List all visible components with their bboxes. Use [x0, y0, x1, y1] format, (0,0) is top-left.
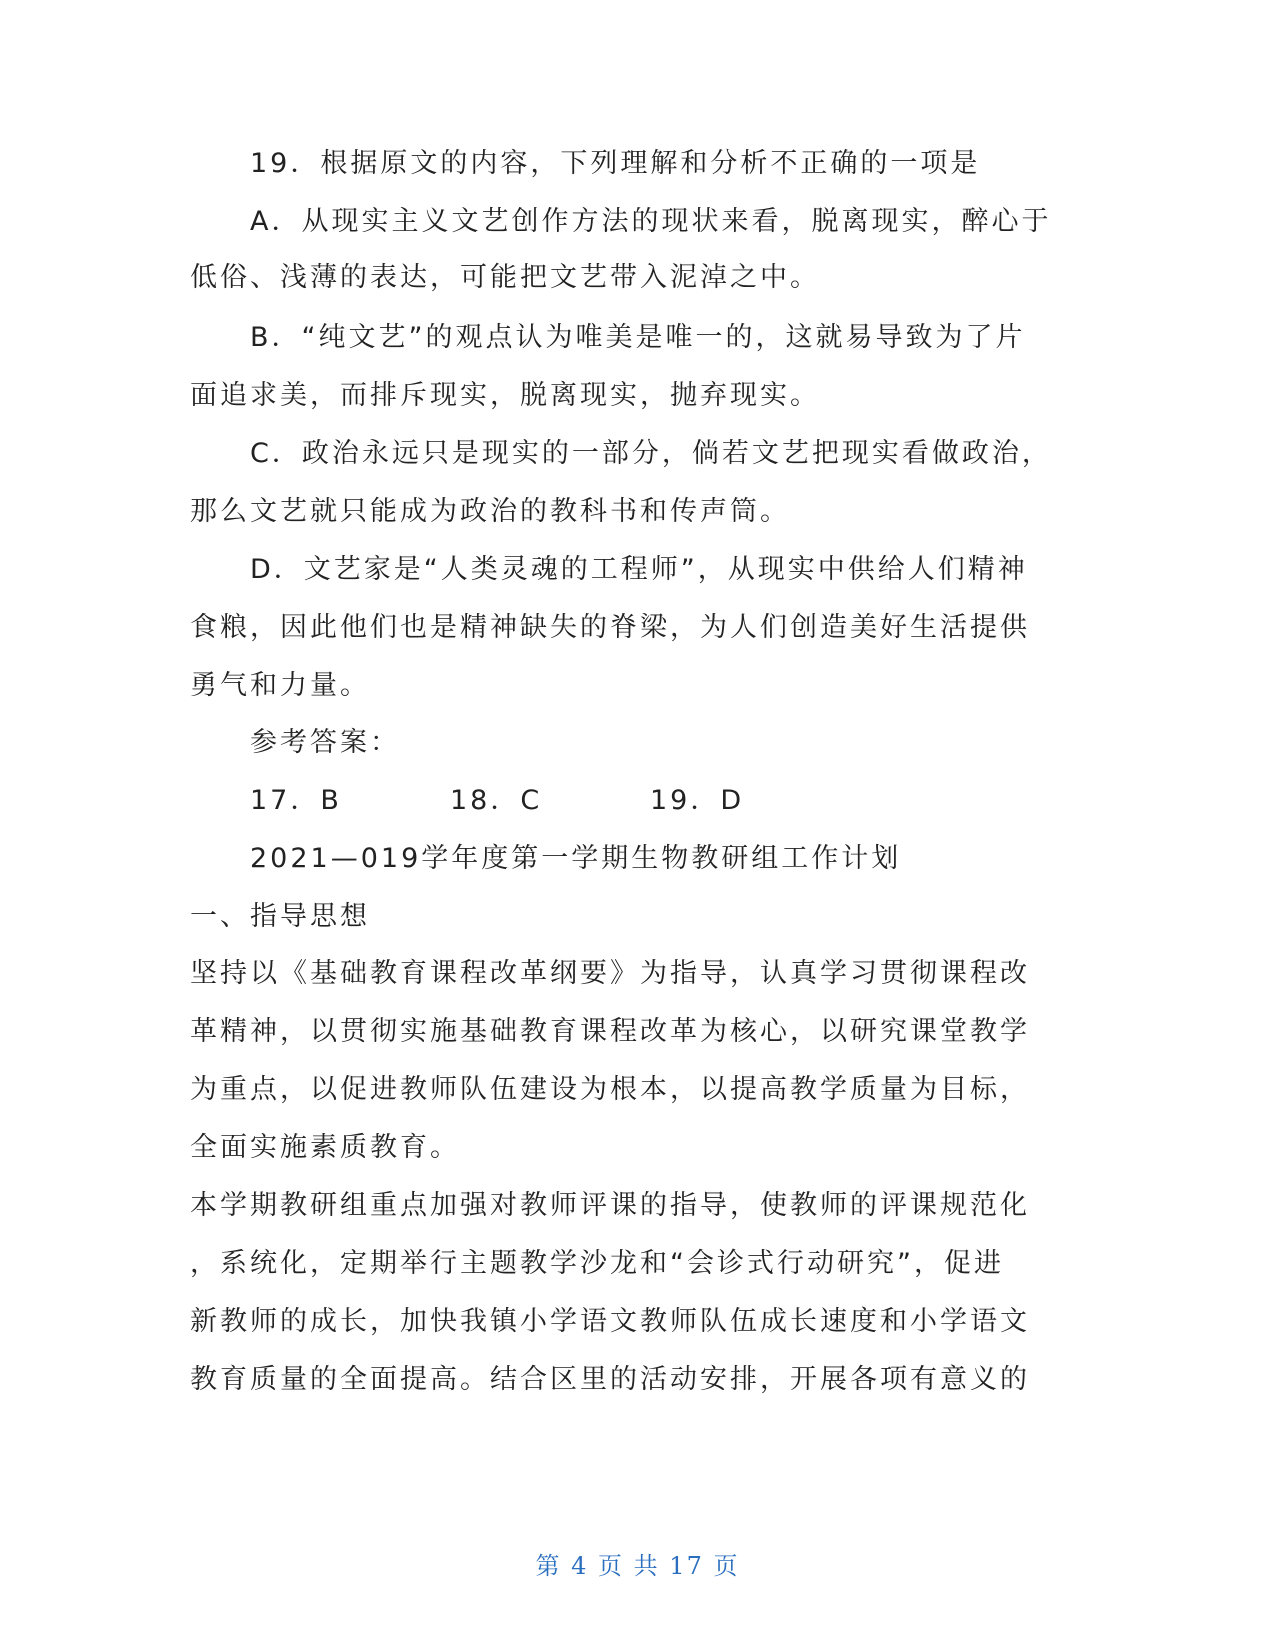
- option-d-line-1: D．文艺家是“人类灵魂的工程师”，从现实中供给人们精神: [250, 554, 1028, 585]
- plan-title: 2021—019学年度第一学期生物教研组工作计划: [250, 843, 902, 874]
- paragraph-2-line-4: 教育质量的全面提高。结合区里的活动安排，开展各项有意义的: [190, 1364, 1030, 1395]
- paragraph-2-line-2: ，系统化，定期举行主题教学沙龙和“会诊式行动研究”，促进: [190, 1248, 1004, 1279]
- answer-17: 17．B: [250, 785, 342, 816]
- option-b-line-2: 面追求美，而排斥现实，脱离现实，抛弃现实。: [190, 380, 820, 411]
- option-d-line-2: 食粮，因此他们也是精神缺失的脊梁，为人们创造美好生活提供: [190, 612, 1030, 643]
- paragraph-2-line-1: 本学期教研组重点加强对教师评课的指导，使教师的评课规范化: [190, 1190, 1030, 1221]
- paragraph-1-line-3: 为重点，以促进教师队伍建设为根本，以提高教学质量为目标，: [190, 1074, 1030, 1105]
- paragraph-1-line-1: 坚持以《基础教育课程改革纲要》为指导，认真学习贯彻课程改: [190, 958, 1030, 989]
- paragraph-1-line-2: 革精神，以贯彻实施基础教育课程改革为核心，以研究课堂教学: [190, 1016, 1030, 1047]
- question-stem: 19．根据原文的内容，下列理解和分析不正确的一项是: [250, 148, 981, 179]
- answer-18: 18．C: [450, 785, 543, 816]
- answers-row: [250, 785, 744, 817]
- option-c-line-2: 那么文艺就只能成为政治的教科书和传声筒。: [190, 496, 790, 527]
- option-b-line-1: B．“纯文艺”的观点认为唯美是唯一的，这就易导致为了片: [250, 322, 1026, 353]
- answers-label: 参考答案：: [250, 727, 400, 758]
- option-a-line-2: 低俗、浅薄的表达，可能把文艺带入泥淖之中。: [190, 262, 820, 293]
- option-c-line-1: C．政治永远只是现实的一部分，倘若文艺把现实看做政治，: [250, 438, 1052, 469]
- paragraph-2-line-3: 新教师的成长，加快我镇小学语文教师队伍成长速度和小学语文: [190, 1306, 1030, 1337]
- answer-19: 19．D: [650, 785, 745, 816]
- option-d-line-3: 勇气和力量。: [190, 670, 370, 701]
- page-indicator: 第 4 页 共 17 页: [535, 1552, 740, 1580]
- section-heading: 一、指导思想: [190, 901, 370, 932]
- paragraph-1-line-4: 全面实施素质教育。: [190, 1132, 460, 1163]
- option-a-line-1: A．从现实主义文艺创作方法的现状来看，脱离现实，醉心于: [250, 206, 1052, 237]
